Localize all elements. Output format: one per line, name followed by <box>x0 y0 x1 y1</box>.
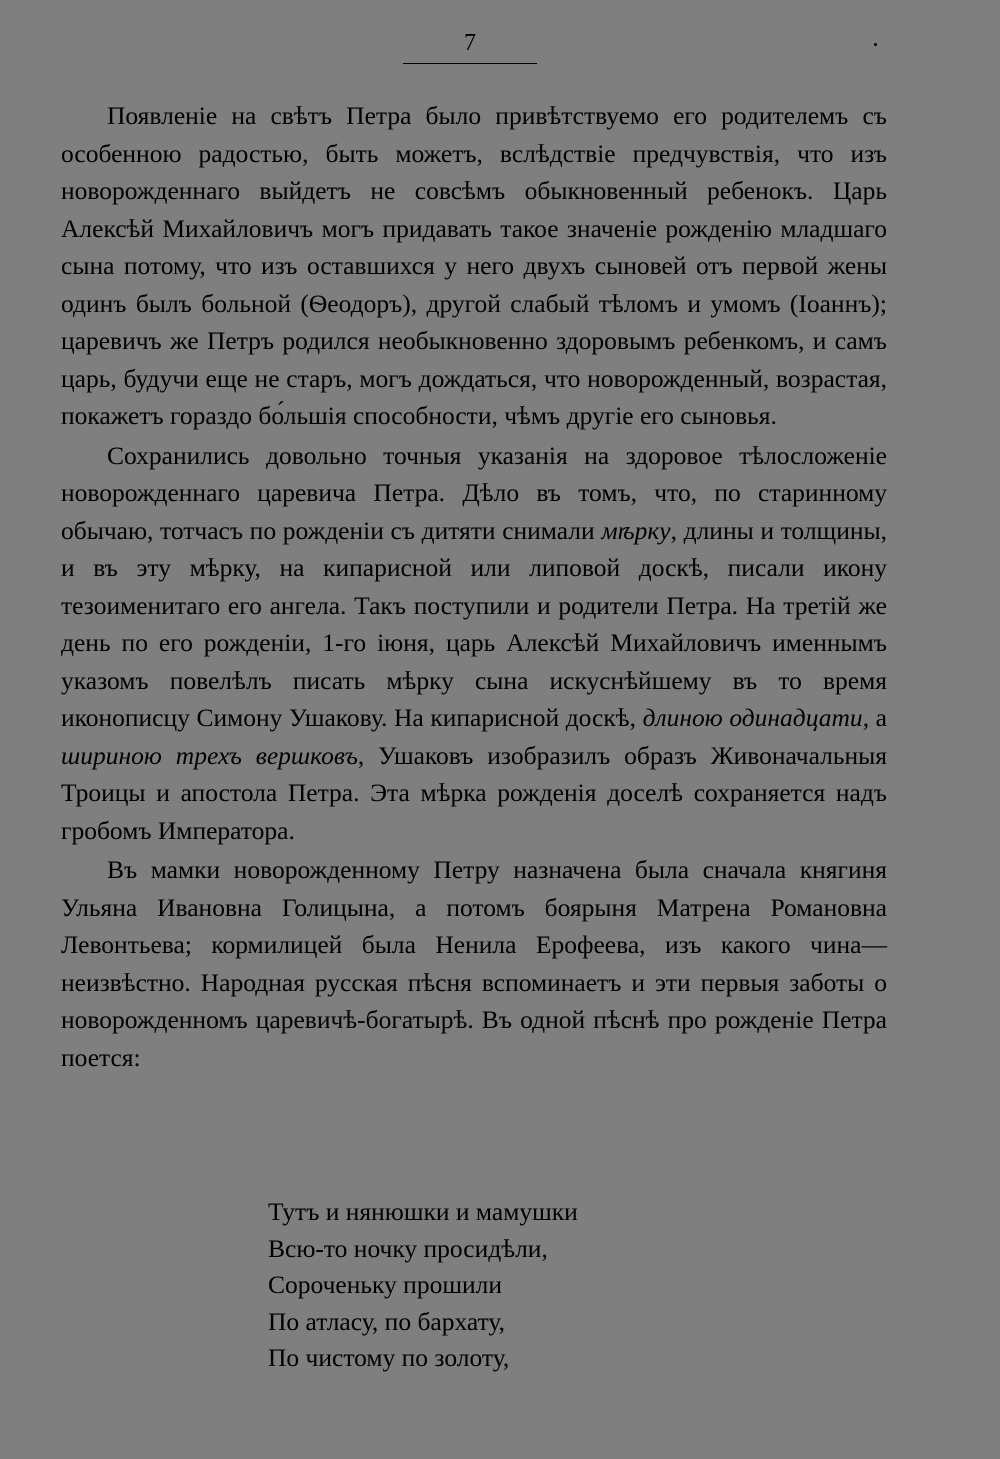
poem-line: Всю-то ночку просидѣли, <box>268 1233 548 1263</box>
page-number: 7 <box>464 30 476 56</box>
body-text <box>61 97 887 1076</box>
poem-line: По атласу, по бархату, <box>268 1306 505 1336</box>
folk-song-quote <box>268 1194 768 1377</box>
paragraph-measure-icon <box>61 437 887 850</box>
paragraph-nurses <box>61 851 887 1076</box>
paragraph-text: , длины и толщины, и въ эту мѣрку, на кипарисной или липовой доскѣ, писали икону тезоименитаго его ангела. Такъ поступили и родители Петра. На третій же день по его рожденіи, 1-го іюня, царь Алексѣй Михайловичъ именнымъ указомъ повелѣлъ писать мѣрку сына искуснѣйшему въ то время иконописцу Симону Ушакову. На кипарисной доскѣ, <box>61 515 887 732</box>
paragraph-text: Сохранились довольно точныя указанія на здоровое тѣлосложеніе новорожденнаго царевича Петра. Дѣло въ томъ, что, по старинному обычаю, тотчасъ по рожденіи съ дитяти снимали <box>61 440 887 545</box>
poem-line: Тутъ и нянюшки и мамушки <box>268 1197 578 1226</box>
paragraph-text: Появленіе на свѣтъ Петра было привѣтствуемо его родителемъ съ особенною радостью, быть можетъ, вслѣдствіе предчувствія, что изъ новорожденнаго выйдетъ не совсѣмъ обыкновенный ребенокъ. Царь Алексѣй Михайловичъ могъ придавать такое значеніе рожденію младшаго сына потому, что изъ оставшихся у него двухъ сыновей отъ первой жены одинъ былъ больной (Ѳеодоръ), другой слабый тѣломъ и умомъ (Іоаннъ); царевичъ же Петръ родился необыкновенно здоровымъ ребенкомъ, и самъ царь, будучи еще не старъ, могъ дождаться, что новорожденный, возрастая, покажетъ гораздо бо́льшія способности, чѣмъ другіе его сыновья. <box>61 101 887 430</box>
paragraph-birth-of-peter <box>61 97 887 435</box>
paragraph-text: , а <box>862 703 887 732</box>
poem-line: По чистому по золоту, <box>268 1343 510 1372</box>
paragraph-text: Въ мамки новорожденному Петру назначена была сначала княгиня Ульяна Ивановна Голицына, а потомъ боярыня Матрена Романовна Левонтьева; кормилицей была Ненила Ерофеева, изъ какого чина—неизвѣстно. Народная русская пѣсня вспоминаетъ и эти первыя заботы о новорожденномъ царевичѣ-богатырѣ. Въ одной пѣснѣ про рожденіе Петра поется: <box>61 855 887 1072</box>
page-number-rule <box>403 63 537 64</box>
italic-term: мѣрку <box>601 515 671 545</box>
poem-line: Сороченьку прошили <box>268 1270 502 1299</box>
paragraph-text: , Ушаковъ изобразилъ образъ Живоначальныя Троицы и апостола Петра. Эта мѣрка рожденія доселѣ сохраняется надъ гробомъ Императора. <box>61 740 888 845</box>
italic-term: шириною трехъ вершковъ <box>61 740 358 770</box>
italic-term: длиною одинадцати <box>642 703 863 732</box>
print-speck <box>874 43 877 46</box>
